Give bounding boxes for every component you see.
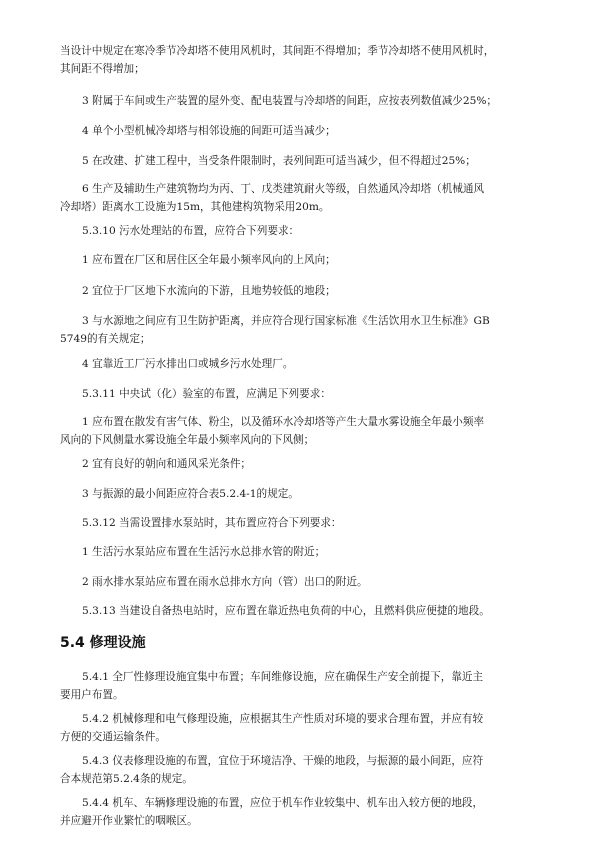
list-item-5 — [82, 152, 552, 170]
text-line: 5 在改建、扩建工程中，当受条件限制时，表列间距可适当减少，但不得超过25%； — [82, 155, 476, 167]
clause-5-4-3 — [60, 752, 552, 788]
text-line: 5.4.2 机械修理和电气修理设施，应根据其生产性质对环境的要求合理布置，并应有较 — [82, 713, 484, 725]
clause-5-3-13 — [82, 602, 552, 620]
text-line: 5.3.11 中央试（化）验室的布置，应满足下列要求： — [82, 388, 331, 400]
list-item-4 — [82, 122, 552, 140]
text-line: 其间距不得增加； — [60, 63, 145, 75]
clause-5-3-10 — [82, 222, 552, 240]
text-line: 5.4.3 仪表修理设施的布置，宜位于环境洁净、干燥的地段，与振源的最小间距，应符 — [82, 755, 484, 767]
clause-5-3-12 — [82, 514, 552, 532]
text-line: 2 雨水排水泵站应布置在雨水总排水方向（管）出口的附近。 — [82, 576, 368, 588]
text-line: 3 与水源地之间应有卫生防护距离，并应符合现行国家标准《生活饮用水卫生标准》GB — [82, 315, 490, 327]
text-line: 5.3.10 污水处理站的布置，应符合下列要求： — [82, 225, 300, 237]
list-item-1 — [82, 543, 552, 561]
list-item-4 — [82, 355, 552, 373]
text-line: 4 宜靠近工厂污水排出口或城乡污水处理厂。 — [82, 358, 294, 370]
text-line: 2 宜位于厂区地下水流向的下游，且地势较低的地段； — [82, 285, 336, 297]
section-heading: 5.4 修理设施 — [60, 635, 146, 651]
text-line: 1 应布置在厂区和居住区全年最小频率风向的上风向； — [82, 254, 336, 266]
text-line: 1 生活污水泵站应布置在生活污水总排水管的附近； — [82, 546, 326, 558]
list-item-2 — [82, 455, 552, 473]
text-line: 5.3.12 当需设置排水泵站时，其布置应符合下列要求： — [82, 517, 342, 529]
list-item-2 — [82, 573, 552, 591]
clause-5-3-11 — [82, 385, 552, 403]
list-item-3 — [82, 92, 552, 110]
text-line: 4 单个小型机械冷却塔与相邻设施的间距可适当减少； — [82, 125, 336, 137]
clause-5-4-1 — [60, 668, 552, 704]
text-line: 方便的交通运输条件。 — [60, 731, 166, 743]
text-line: 3 与振源的最小间距应符合表5.2.4-1的规定。 — [82, 488, 299, 500]
text-line: 5.4.1 全厂性修理设施宜集中布置；车间维修设施，应在确保生产安全前提下，靠近主 — [82, 671, 484, 683]
text-line: 冷却塔）距离水工设施为15m，其他建构筑物采用20m。 — [60, 201, 330, 213]
text-line: 2 宜有良好的朝向和通风采光条件； — [82, 458, 252, 470]
clause-5-4-4 — [60, 794, 552, 830]
text-line: 1 应布置在散发有害气体、粉尘，以及循环水冷却塔等产生大量水雾设施全年最小频率 — [82, 416, 485, 428]
list-item-6 — [60, 180, 552, 216]
clause-5-4-2 — [60, 710, 552, 746]
list-item-3 — [60, 312, 552, 348]
paragraph-cooling-tower-continuation — [60, 42, 552, 78]
list-item-2 — [82, 282, 552, 300]
text-line: 并应避开作业繁忙的咽喉区。 — [60, 815, 198, 827]
text-line: 风向的下风侧量水雾设施全年最小频率风向的下风侧； — [60, 434, 315, 446]
list-item-1 — [60, 413, 552, 449]
text-line: 5.4.4 机车、车辆修理设施的布置，应位于机车作业较集中、机车出入较方便的地段， — [82, 797, 484, 809]
text-line: 合本规范第5.2.4条的规定。 — [60, 773, 193, 785]
text-line: 要用户布置。 — [60, 689, 124, 701]
text-line: 6 生产及辅助生产建筑物均为丙、丁、戊类建筑耐火等级，自然通风冷却塔（机械通风 — [82, 183, 485, 195]
list-item-1 — [82, 251, 552, 269]
text-line: 当设计中规定在寒冷季节冷却塔不使用风机时，其间距不得增加；季节冷却塔不使用风机时， — [60, 45, 495, 57]
text-line: 5.3.13 当建设自备热电站时，应布置在靠近热电负荷的中心，且燃料供应便捷的地段。 — [82, 605, 490, 617]
text-line: 5749的有关规定； — [60, 333, 151, 345]
list-item-3 — [82, 485, 552, 503]
text-line: 3 附属于车间或生产装置的屋外变、配电装置与冷却塔的间距，应按表列数值减少25%； — [82, 95, 498, 107]
